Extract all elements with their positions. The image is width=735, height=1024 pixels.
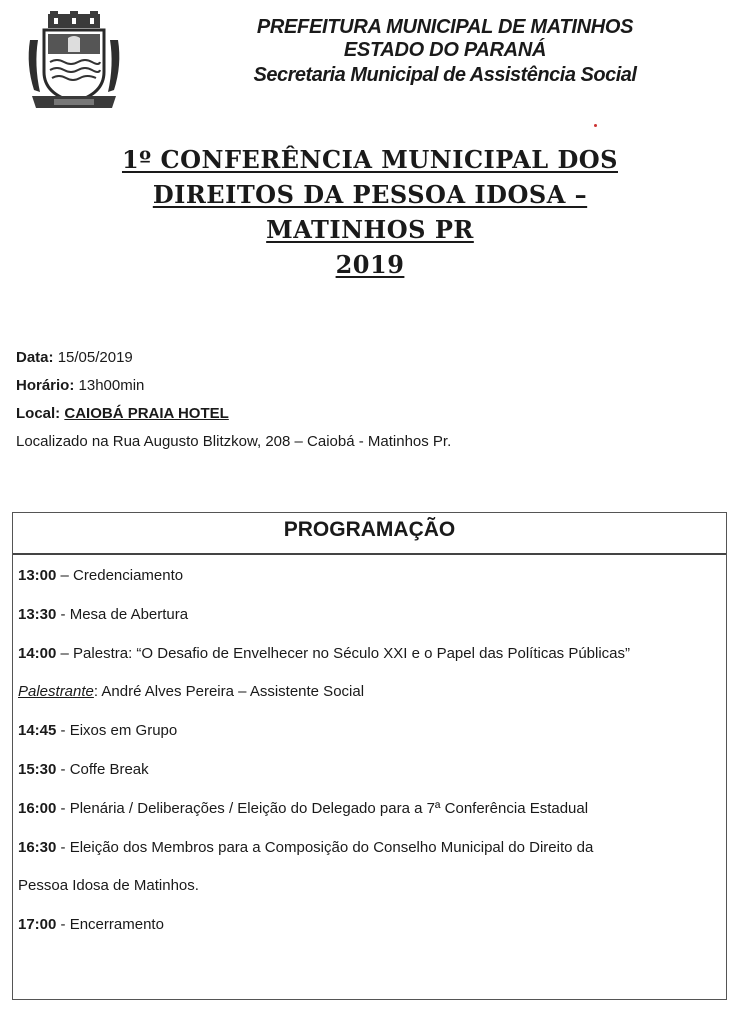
place-line [16,400,451,428]
date-line [16,344,451,372]
title-line-1: 1º CONFERÊNCIA MUNICIPAL DOS [121,145,618,174]
program-item-text: - Mesa de Abertura [56,605,189,623]
program-item-text: - Encerramento [56,916,164,934]
program-item-text: : André Alves Pereira – Assistente Social [93,683,365,701]
header-prefeitura: PREFEITURA MUNICIPAL DE MATINHOS [256,16,634,38]
program-item-time: 16:00 [18,799,57,817]
address-line: Localizado na Rua Augusto Blitzkow, 208 – Caiobá - Matinhos Pr. [16,433,452,450]
program-item-text: – Palestra: “O Desafio de Envelhecer no Século XXI e o Papel das Políticas Públicas” [56,644,631,662]
program-item [18,596,726,635]
program-item-time: 17:00 [18,916,57,934]
program-box [12,512,727,1000]
program-item-text: – Credenciamento [56,567,184,584]
program-item [18,673,726,712]
program-item-time: 14:45 [18,722,57,740]
time-label: Horário: [16,377,75,394]
program-item [18,751,726,790]
program-list [13,555,726,945]
program-item [18,906,726,945]
program-item-text: - Plenária / Deliberações / Eleição do Delegado para a 7ª Conferência Estadual [56,799,589,817]
title-year: 2019 [335,250,405,279]
program-item [18,635,726,674]
event-title [60,142,680,282]
time-line [16,372,451,400]
title-line-3: MATINHOS PR [266,215,474,244]
program-item-lead: Palestrante [18,683,94,701]
date-label: Data: [16,349,54,366]
program-item [18,712,726,751]
program-item-text: Pessoa Idosa de Matinhos. [18,877,199,895]
place-label: Local: [16,405,61,422]
header-estado: ESTADO DO PARANÁ [343,39,547,61]
scan-speck [594,124,597,127]
program-item-time: 13:00 [18,567,57,584]
program-item-text: - Eleição dos Membros para a Composição do Conselho Municipal do Direito da [56,838,594,856]
program-item-text: - Eixos em Grupo [56,722,178,740]
program-item [18,790,726,829]
municipal-crest-icon [24,10,124,114]
event-info [16,344,451,456]
program-item-text: - Coffe Break [56,760,149,778]
program-item-time: 15:30 [18,760,57,778]
program-item-time: 16:30 [18,838,57,856]
program-heading: PROGRAMAÇÃO [13,513,726,555]
title-line-2: DIREITOS DA PESSOA IDOSA – [152,180,588,209]
place-value: CAIOBÁ PRAIA HOTEL [64,405,229,422]
program-item-time: 13:30 [18,605,57,623]
program-item [18,867,726,906]
time-value: 13h00min [78,377,145,394]
program-item [18,829,726,868]
institution-header [230,16,660,88]
date-value: 15/05/2019 [57,349,133,366]
header-secretaria: Secretaria Municipal de Assistência Social [253,64,637,86]
program-item-time: 14:00 [18,644,57,662]
program-item [18,557,726,596]
